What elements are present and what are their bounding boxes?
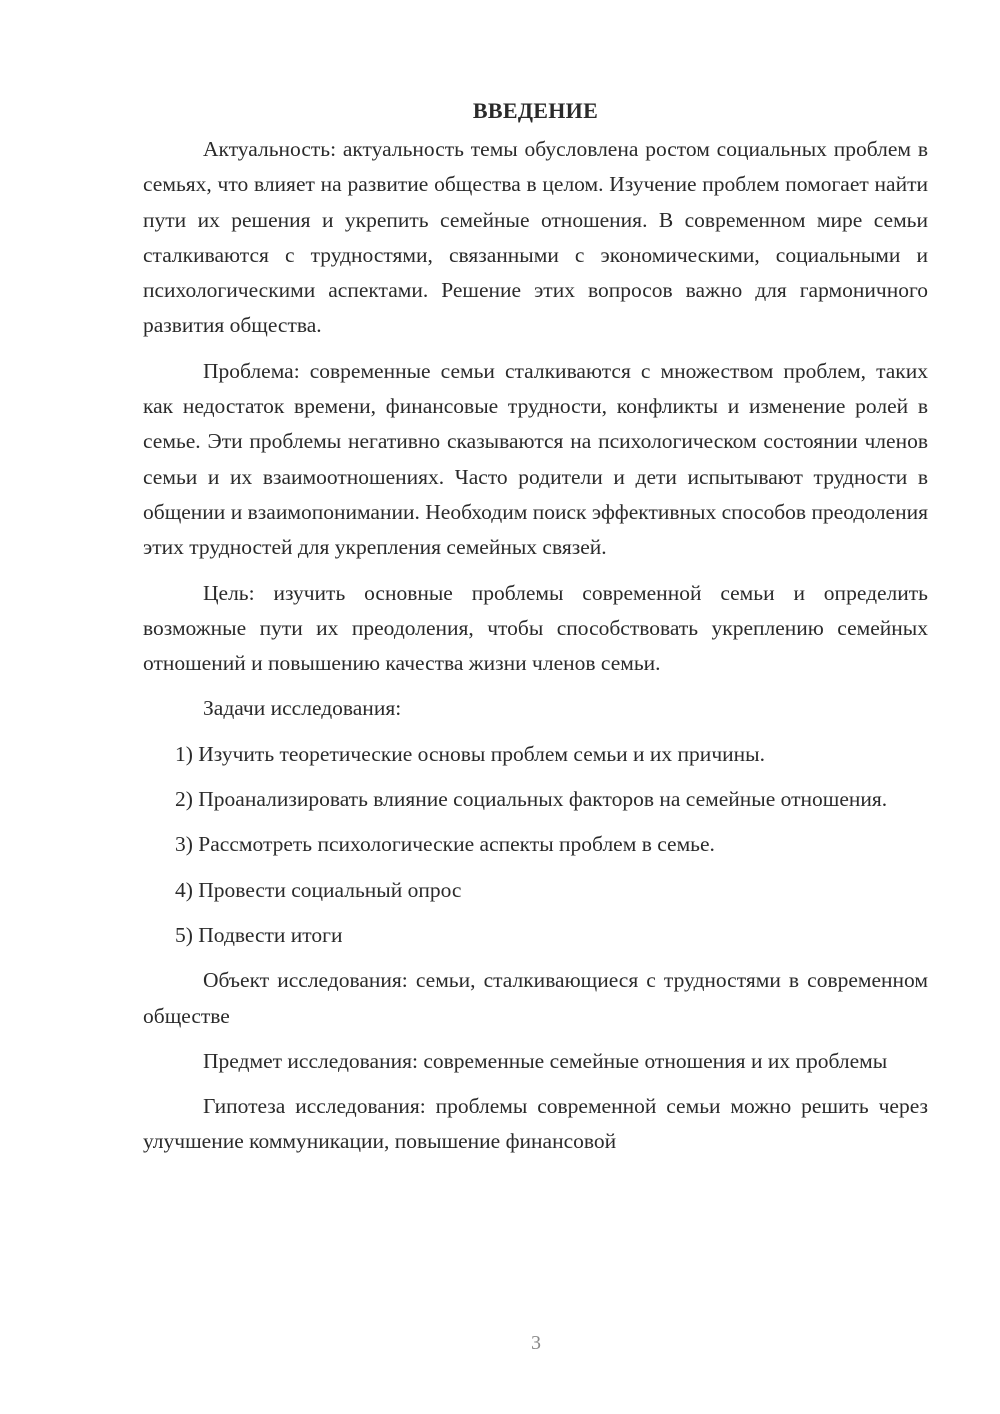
task-item-2: 2) Проанализировать влияние социальных факторов на семейные отношения. [175,787,888,812]
task-item-1: 1) Изучить теоретические основы проблем семьи и их причины. [175,741,765,766]
object-paragraph: Объект исследования: семьи, сталкивающиеся с трудностями в современном обществе [143,968,928,1028]
hypothesis-paragraph: Гипотеза исследования: проблемы современной семьи можно решить через улучшение коммуникации, повышение финансовой [143,1094,928,1154]
subject-paragraph: Предмет исследования: современные семейные отношения и их проблемы [203,1048,888,1073]
relevance-paragraph: Актуальность: актуальность темы обусловлена ростом социальных проблем в семьях, что влияет на развитие общества в целом. Изучение проблем помогает найти пути их решения и укрепить семейные отношения. В современном мире семьи сталкиваются с трудностями, связанными с экономическими, социальными и психологическими аспектами. Решение этих вопросов важно для гармоничного развития общества. [143,137,928,338]
problem-paragraph: Проблема: современные семьи сталкиваются с множеством проблем, таких как недостаток времени, финансовые трудности, конфликты и изменение ролей в семье. Эти проблемы негативно сказываются на психологическом состоянии членов семьи и их взаимоотношениях. Часто родители и дети испытывают трудности в общении и взаимопонимании. Необходим поиск эффективных способов преодоления этих трудностей для укрепления семейных связей. [143,358,928,560]
task-item-4: 4) Провести социальный опрос [175,877,462,902]
tasks-heading: Задачи исследования: [203,696,402,721]
page-number: 3 [531,1332,541,1354]
page-content [143,96,928,1170]
task-item-3: 3) Рассмотреть психологические аспекты проблем в семье. [175,832,715,857]
section-title: ВВЕДЕНИЕ [472,98,599,123]
task-item-5: 5) Подвести итоги [175,922,343,947]
goal-paragraph: Цель: изучить основные проблемы современной семьи и определить возможные пути их преодоления, чтобы способствовать укреплению семейных отношений и повышению качества жизни членов семьи. [143,580,928,676]
